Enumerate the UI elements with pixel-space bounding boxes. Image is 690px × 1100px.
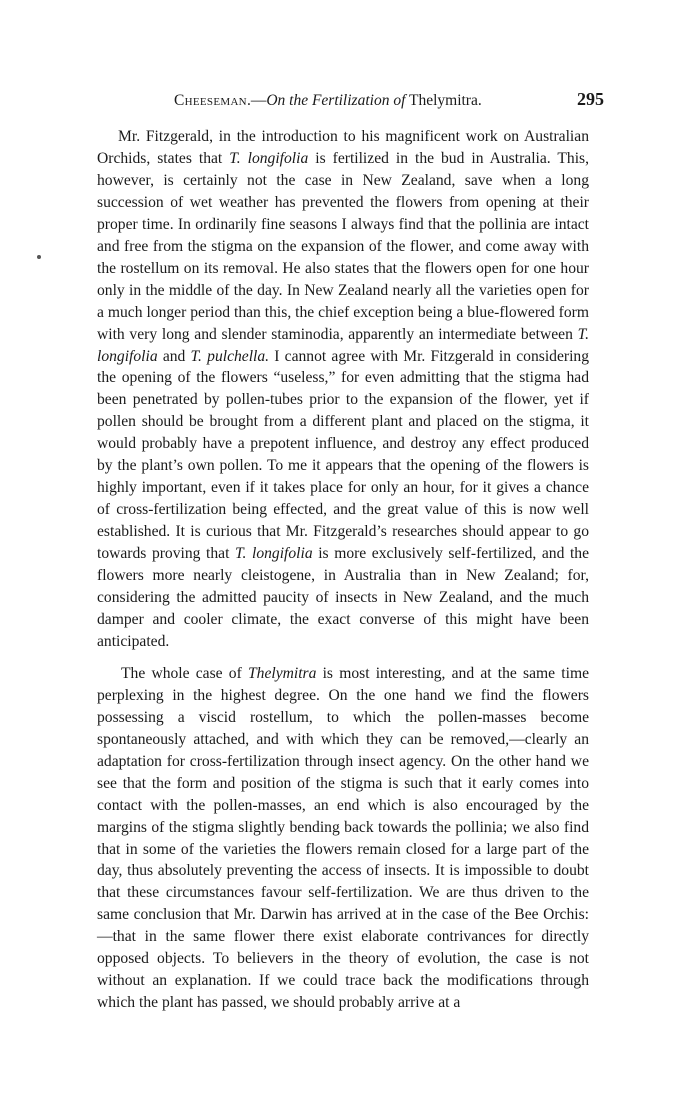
- text-run: is more exclusively self-fertilized, and the flowers more nearly cleistogene, in Australia than in New Zealand; for, considering the admitted paucity of insects in New Zealand, and the much damper and cooler climate, the exact converse of this might have been anticipated.: [97, 545, 589, 650]
- italic-term: Thelymitra: [247, 664, 317, 682]
- text-run: Mr. Fitzgerald, in the introduction to his magnificent work on Australian Orchids, states that: [97, 128, 589, 167]
- body-text: [97, 126, 589, 1014]
- italic-term: T. longifolia: [229, 149, 309, 167]
- text-run: I cannot agree with Mr. Fitzgerald in considering the opening of the flowers “useless,” for even admitting that the stigma had been penetrated by pollen-tubes prior to the expansion of the flower, yet if pollen should be brought from a different plant and placed on the stigma, it would probably have a prepotent influence, and destroy any effect produced by the plant’s own pollen. To me it appears that the opening of the flowers is highly important, even if it takes place for only an hour, for it gives a chance of cross-fertilization being effected, and the great value of this is now well established. It is curious that Mr. Fitzgerald’s researches should appear to go towards proving that: [97, 347, 589, 563]
- ink-speck: [37, 255, 41, 259]
- header-author: Cheeseman: [174, 92, 247, 109]
- header-title-genus: Thelymitra.: [408, 92, 482, 109]
- italic-term: T. longifolia: [235, 545, 313, 563]
- text-run: The whole case of: [121, 664, 248, 682]
- italic-term: T. longifolia: [97, 325, 589, 365]
- paragraph-1: [97, 126, 589, 653]
- text-run: and: [157, 347, 191, 365]
- paragraph-2: [97, 663, 589, 1014]
- italic-term: T. pulchella.: [190, 347, 270, 365]
- running-header: [174, 88, 604, 114]
- header-separator: .—: [246, 92, 267, 109]
- header-title-prefix: On the Fertilization of: [266, 92, 406, 109]
- page-number: 295: [577, 89, 604, 109]
- text-run: is fertilized in the bud in Australia. This, however, is certainly not the case in New Zealand, save when a long succession of wet weather has prevented the flowers from opening at their proper time. In ordinarily fine seasons I always find that the pollinia are intact and free from the stigma on the expansion of the flower, and come away with the rostellum on its removal. He also states that the flowers open for one hour only in the middle of the day. In New Zealand nearly all the varieties open for a much longer period than this, the chief exception being a blue-flowered form with very long and slender staminodia, apparently an intermediate between: [97, 149, 589, 343]
- text-run: is most interesting, and at the same time perplexing in the highest degree. On the one hand we find the flowers possessing a viscid rostellum, to which the pollen-masses become spontaneously attached, and with which they can be removed,—clearly an adaptation for cross-fertilization through insect agency. On the other hand we see that the form and position of the stigma is such that it early comes into contact with the pollen-masses, an end which is also encouraged by the margins of the stigma slightly bending back towards the pollinia; we also find that in some of the varieties the flowers remain closed for a large part of the day, thus absolutely preventing the access of insects. It is impossible to doubt that these circumstances favour self-fertilization. We are thus driven to the same conclusion that Mr. Darwin has arrived at in the case of the Bee Orchis:—that in the same flower there exist elaborate contrivances for directly opposed objects. To believers in the theory of evolution, the case is not without an explanation. If we could trace back the modifications through which the plant has passed, we should probably arrive at a: [97, 664, 589, 1012]
